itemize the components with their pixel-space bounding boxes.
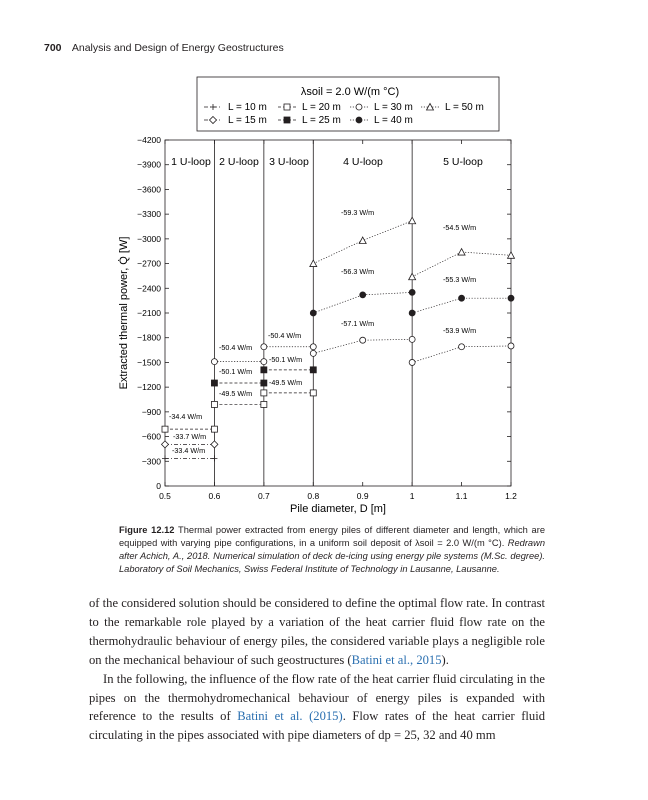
y-tick-label: −2400 (137, 283, 161, 294)
data-point (310, 260, 317, 267)
x-tick-label: 0.8 (307, 491, 320, 501)
loop-label-4: 4 U-loop (343, 156, 383, 168)
legend (204, 102, 484, 126)
legend-title: λsoil = 2.0 W/(m °C) (300, 86, 400, 98)
data-point (409, 273, 416, 280)
x-tick-label: 0.5 (159, 491, 171, 501)
text-run: In the following, the influence of the flow rate of the heat carrier fluid circulating in the pipes on the thermohydromechanical behaviour of energy piles is expanded with reference to the results of (89, 671, 545, 724)
data-point (409, 289, 415, 295)
citation-link[interactable]: Batini et al. (2015) (237, 709, 343, 724)
data-point (261, 390, 267, 396)
data-point (409, 310, 415, 316)
running-title: Analysis and Design of Energy Geostructures (71, 42, 284, 54)
x-tick-label: 1.1 (455, 491, 468, 501)
data-point (261, 380, 267, 386)
data-point (359, 237, 366, 244)
legend-label: L = 20 m (302, 102, 341, 113)
data-point (210, 117, 217, 124)
annotation: -53.9 W/m (443, 326, 477, 335)
x-tick-label: 1 (409, 491, 415, 501)
annotation: -34.4 W/m (169, 412, 203, 421)
y-tick-label: −4200 (137, 135, 161, 145)
figure-caption (119, 524, 545, 576)
x-tick-label: 1.2 (505, 491, 517, 501)
legend-item (350, 115, 413, 126)
data-point (459, 295, 465, 301)
x-tick-label: 0.6 (208, 491, 221, 501)
citation-link[interactable]: Batini et al., 2015 (351, 652, 442, 667)
annotation: -59.3 W/m (341, 208, 375, 217)
data-point (459, 344, 465, 350)
y-tick-label: −3600 (137, 184, 161, 195)
y-tick-label: −600 (141, 431, 161, 442)
body-text (89, 594, 545, 745)
annotation: -50.1 W/m (269, 355, 303, 364)
loop-label-2: 2 U-loop (219, 156, 259, 168)
annotation: -50.4 W/m (268, 331, 302, 340)
series-l-30-m (211, 336, 514, 365)
data-point (458, 249, 465, 256)
data-point (310, 367, 316, 373)
y-tick-label: 0 (156, 481, 161, 491)
data-point (261, 359, 267, 365)
plot-frame (165, 140, 511, 486)
data-point (284, 117, 290, 123)
data-point (508, 295, 514, 301)
text-run: ). (441, 652, 449, 667)
data-point (261, 344, 267, 350)
data-point (162, 426, 168, 432)
data-point (162, 441, 169, 448)
y-tick-label: −2700 (137, 258, 161, 269)
y-tick-label: −1200 (137, 382, 161, 393)
data-point (310, 350, 316, 356)
y-tick-label: −2100 (137, 308, 161, 318)
annotation: -33.7 W/m (173, 432, 207, 441)
y-tick-label: −300 (141, 456, 161, 467)
y-tick-label: −1500 (137, 357, 161, 368)
x-tick-label: 0.9 (356, 491, 369, 501)
data-point (261, 367, 267, 373)
y-tick-label: −3300 (137, 209, 161, 220)
y-tick-label: −3900 (137, 159, 161, 170)
caption-text: Thermal power extracted from energy piles of different diameter and length, which are equipped with varying pipe configurations, in a uniform soil deposit of λsoil = 2.0 W/(m °C). (119, 525, 545, 548)
series-line (412, 252, 511, 277)
annotation: -54.5 W/m (443, 223, 477, 232)
annotation: -57.1 W/m (341, 319, 375, 328)
data-point (356, 117, 362, 123)
data-point (310, 310, 316, 316)
data-point (360, 337, 366, 343)
loop-label-5: 5 U-loop (443, 156, 483, 168)
data-point (310, 390, 316, 396)
data-point (360, 292, 366, 298)
legend-item (350, 102, 413, 113)
data-point (508, 252, 515, 259)
data-point (356, 104, 362, 110)
data-point (508, 343, 514, 349)
data-point (409, 217, 416, 224)
y-axis-label: Extracted thermal power, Q̇ [W] (118, 236, 130, 390)
data-point (261, 401, 267, 407)
caption-label: Figure 12.12 (119, 525, 175, 535)
page-number: 700 (44, 42, 62, 54)
loop-label-1: 1 U-loop (171, 156, 211, 168)
data-point (210, 104, 216, 110)
data-point (211, 401, 217, 407)
data-point (409, 359, 415, 365)
annotation: -50.4 W/m (219, 343, 253, 352)
annotation: -49.5 W/m (269, 378, 303, 387)
legend-item (278, 115, 341, 126)
data-point (211, 359, 217, 365)
annotation: -56.3 W/m (341, 267, 375, 276)
legend-item (421, 102, 484, 113)
paragraph (89, 594, 545, 670)
x-tick-label: 0.7 (257, 491, 270, 501)
legend-label: L = 10 m (228, 102, 267, 113)
annotation: -55.3 W/m (443, 275, 477, 284)
x-axis-label: Pile diameter, D [m] (290, 503, 386, 515)
legend-item (278, 102, 341, 113)
legend-label: L = 50 m (445, 102, 484, 113)
legend-label: L = 30 m (374, 102, 413, 113)
legend-item (204, 115, 267, 126)
data-point (211, 455, 217, 461)
text-run: of the considered solution should be considered to define the optimal flow rate. In contrast to the remarkable role played by a variation of the heat carrier fluid flow rate on the thermohydraulic behaviour of energy piles, the considered variable plays a negligible role on the mechanical behaviour of such geostructures ( (89, 596, 545, 667)
series-l-10-m (162, 455, 217, 461)
legend-label: L = 25 m (302, 115, 341, 126)
caption-credit: Redrawn after Achich, A., 2018. Numerical simulation of deck de-icing using energy pile systems (M.Sc. degree). Laboratory of Soil Mechanics, Swiss Federal Institute of Technology in Lausanne, Lausanne. (119, 538, 545, 574)
data-point (211, 426, 217, 432)
annotation: -50.1 W/m (219, 367, 253, 376)
y-tick-label: −900 (141, 406, 161, 417)
legend-label: L = 40 m (374, 115, 413, 126)
legend-label: L = 15 m (228, 115, 267, 126)
data-point (409, 336, 415, 342)
data-point (284, 104, 290, 110)
paragraph (89, 670, 545, 746)
data-point (162, 455, 168, 461)
data-point (310, 344, 316, 350)
annotation: -33.4 W/m (172, 446, 206, 455)
y-tick-label: −3000 (137, 233, 161, 244)
data-point (211, 441, 218, 448)
annotation: -49.5 W/m (219, 389, 253, 398)
y-tick-label: −1800 (137, 332, 161, 343)
data-point (211, 380, 217, 386)
legend-item (204, 102, 267, 113)
text-run: . Flow rates of the heat carrier fluid circulating in the pipes associated with pipe diameters of dp = 25, 32 and 40 mm (89, 709, 546, 743)
loop-label-3: 3 U-loop (269, 156, 309, 168)
